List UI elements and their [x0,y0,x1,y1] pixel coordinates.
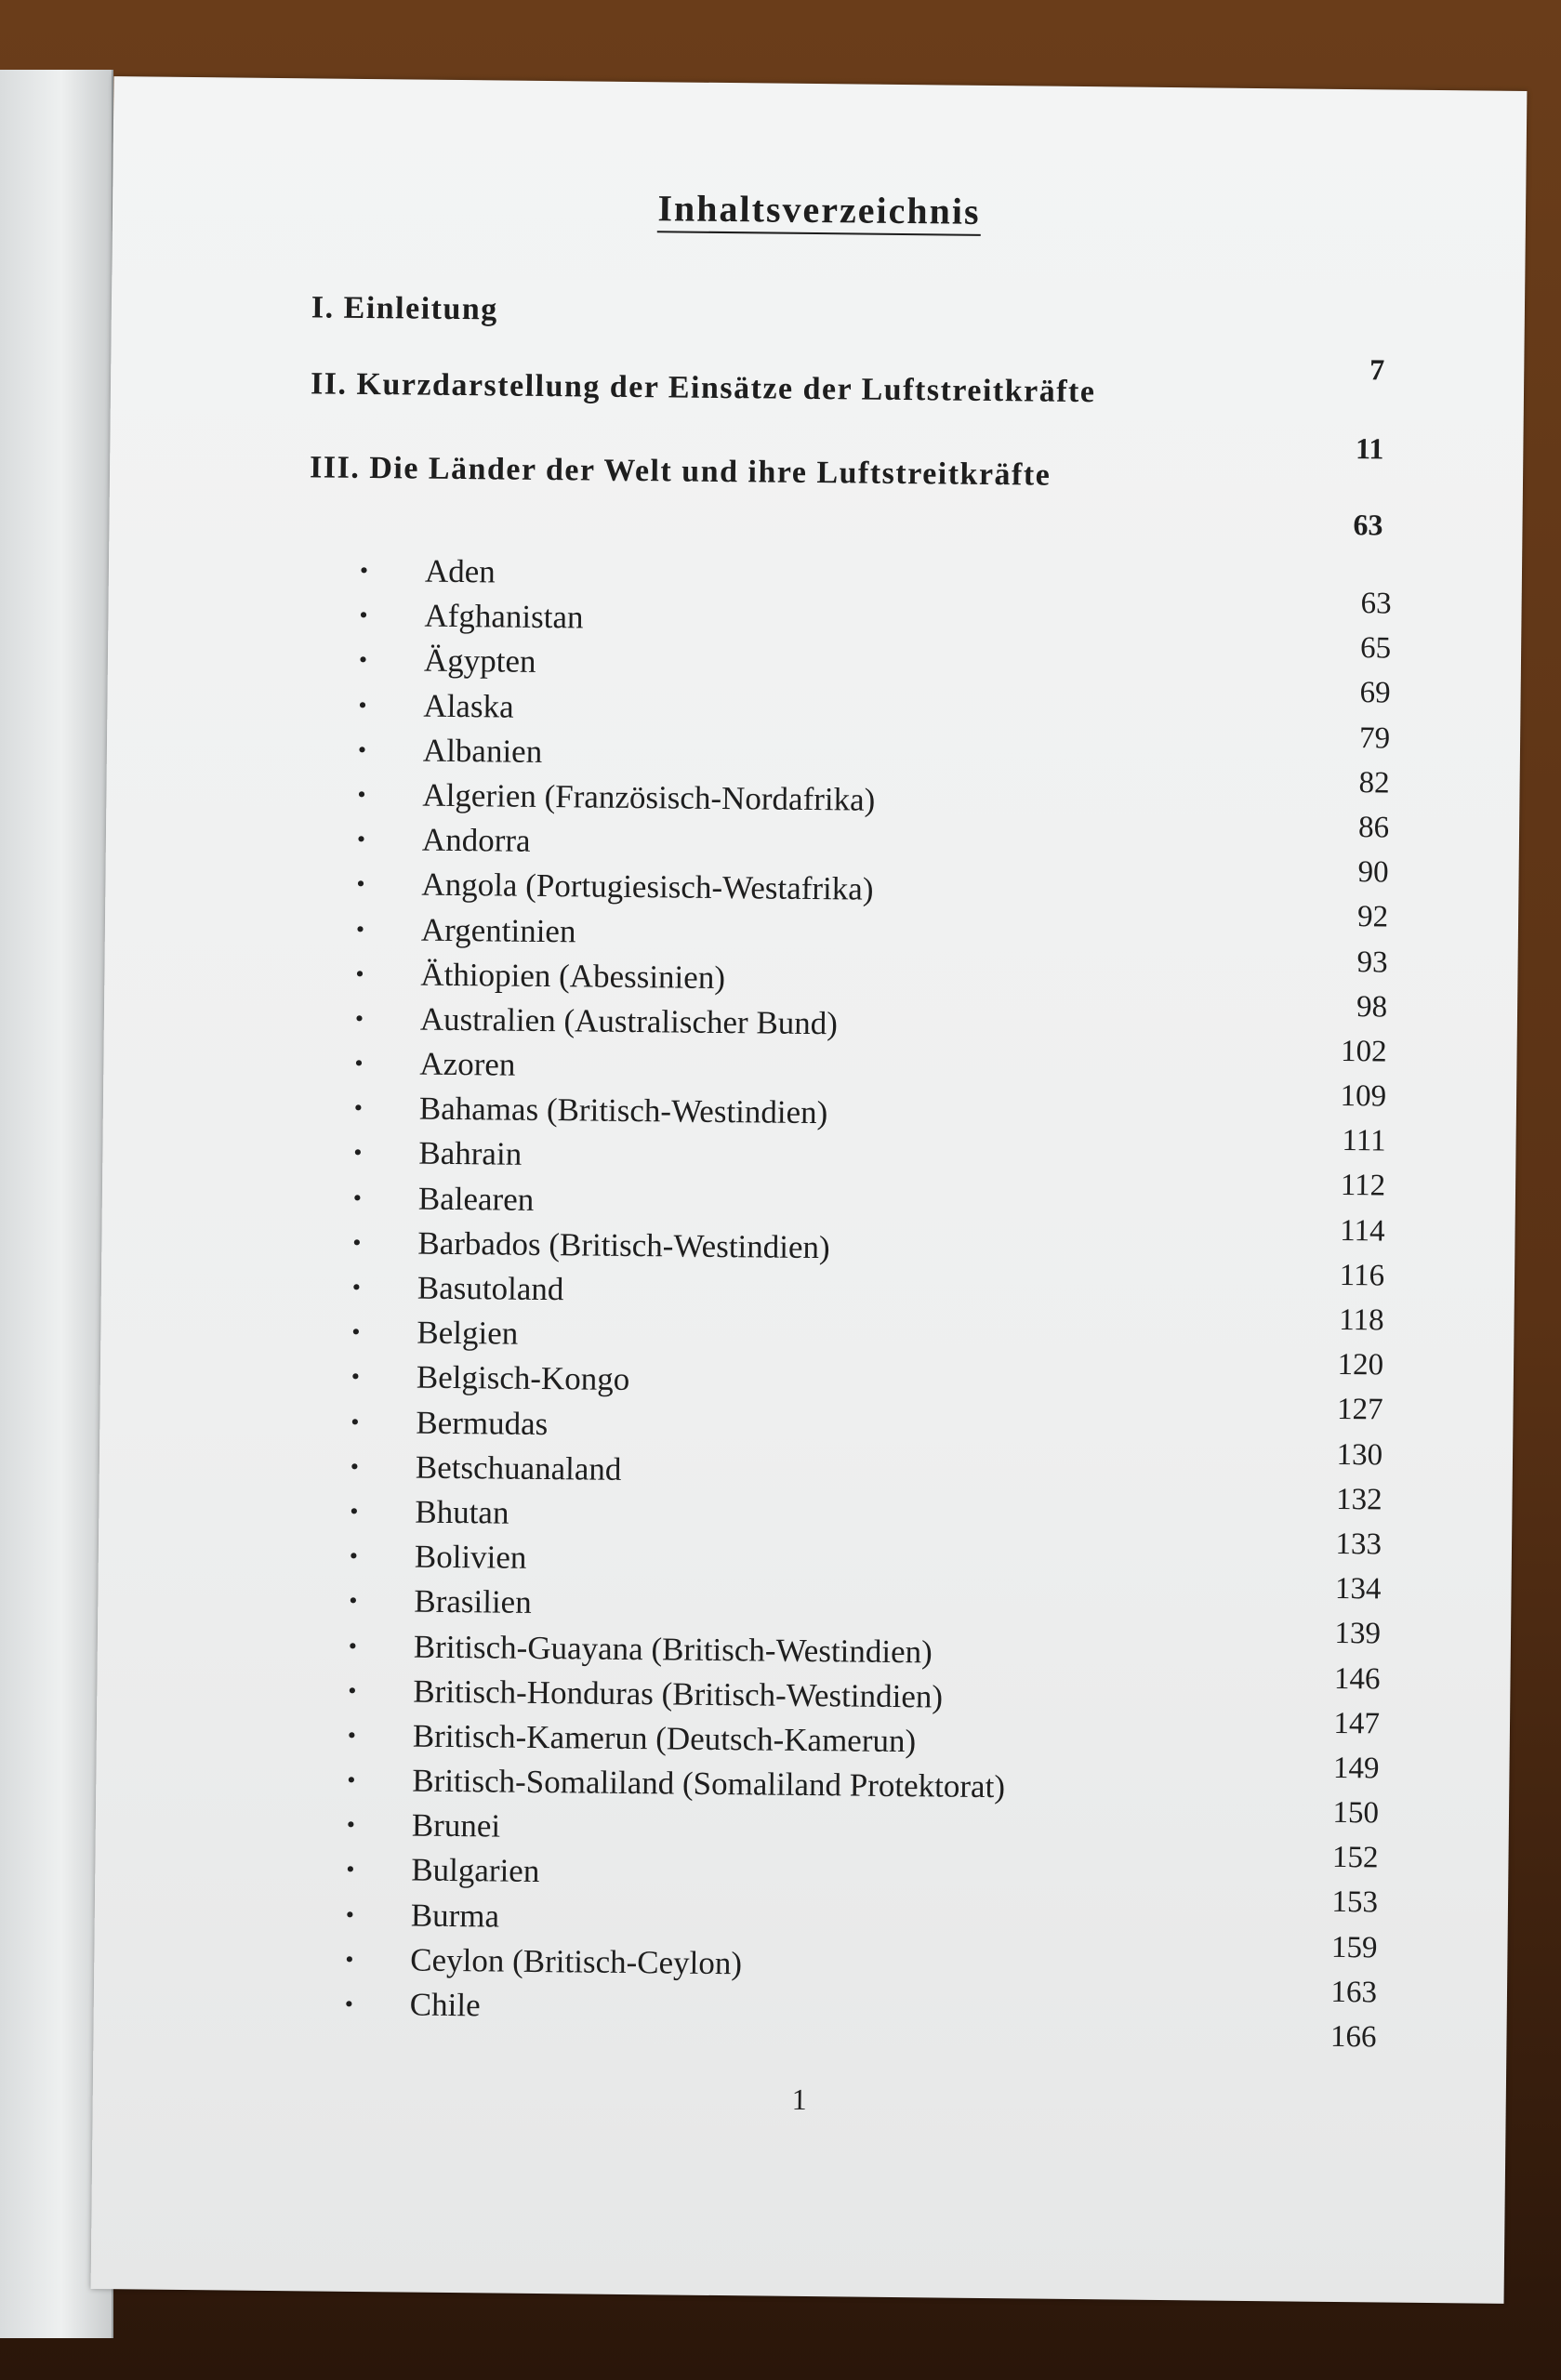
bullet-icon: • [346,1856,355,1884]
bullet-icon: • [352,1183,363,1211]
entry-page-number: 159 [1330,1930,1378,1965]
bullet-icon: • [355,915,365,943]
bullet-icon: • [350,1452,360,1480]
entry-page-number: 147 [1333,1706,1381,1741]
entry-name: Britisch-Somaliland (Somaliland Protektorat) [412,1762,1006,1805]
entry-page-number: 63 [1360,587,1392,621]
entry-name: Andorra [421,821,531,859]
entry-name: Britisch-Honduras (Britisch-Westindien) [413,1673,944,1715]
bullet-icon: • [358,646,368,674]
bullet-icon: • [349,1587,358,1615]
entry-page-number: 163 [1330,1975,1378,2010]
entry-page-number: 133 [1335,1527,1382,1562]
entry-page-number: 92 [1356,900,1389,934]
page-title-text: Inhaltsverzeichnis [657,187,981,236]
entry-page-number: 79 [1358,721,1391,756]
entry-name: Brunei [411,1806,501,1844]
entry-page-number: 139 [1334,1617,1382,1651]
entry-page-number: 82 [1358,765,1390,800]
entry-page-number: 166 [1329,2019,1377,2055]
entry-page-number: 120 [1337,1348,1384,1382]
bullet-icon: • [357,780,366,808]
page-number: 1 [791,2082,807,2117]
entry-page-number: 127 [1336,1393,1383,1427]
entry-page-number: 98 [1356,989,1388,1025]
entry-name: Angola (Portugiesisch-Westafrika) [421,866,874,908]
section-page-2: 11 [1355,431,1384,466]
entry-name: Algerien (Französisch-Nordafrika) [422,776,876,818]
bullet-icon: • [354,1004,364,1032]
entry-name: Bahrain [418,1135,523,1173]
bullet-icon: • [353,1094,364,1122]
entry-page-number: 146 [1333,1661,1381,1696]
entry-page-number: 109 [1340,1079,1387,1114]
bullet-icon: • [345,1900,355,1928]
entry-page-number: 116 [1339,1258,1385,1293]
entry-page-number: 114 [1340,1213,1385,1249]
section-page-1: 7 [1369,352,1385,387]
entry-page-number: 152 [1331,1841,1379,1875]
entry-name: Belgien [417,1314,519,1352]
entry-page-number: 69 [1359,676,1391,710]
bullet-icon: • [354,1049,364,1078]
entry-page-number: 93 [1356,945,1388,980]
entry-name: Äthiopien (Abessinien) [420,956,726,996]
entry-name: Bahamas (Britisch-Westindien) [418,1090,828,1131]
bullet-icon: • [347,1721,357,1749]
entry-name: Argentinien [420,911,576,949]
bullet-icon: • [349,1541,359,1570]
entry-name: Azoren [419,1045,516,1083]
bullet-icon: • [345,1945,354,1973]
entry-name: Basutoland [417,1269,564,1308]
bullet-icon: • [351,1318,361,1346]
bullet-icon: • [350,1497,359,1525]
list-item [344,1982,1377,2055]
bullet-icon: • [359,602,368,629]
entry-name: Ceylon (Britisch-Ceylon) [410,1941,743,1982]
entry-page-number: 102 [1340,1034,1387,1069]
entry-name: Bhutan [415,1493,509,1531]
entry-name: Belgisch-Kongo [416,1358,630,1398]
country-list [344,549,1393,2055]
bullet-icon: • [351,1408,360,1435]
entry-name: Burma [410,1897,500,1935]
entry-name: Ägypten [423,642,536,681]
section-heading-3: III. Die Länder der Welt und ihre Luftstreitkräfte [309,450,1052,493]
entry-page-number: 118 [1339,1302,1384,1338]
bullet-icon: • [351,1363,361,1391]
entry-name: Bermudas [416,1404,549,1442]
entry-name: Barbados (Britisch-Westindien) [417,1224,830,1266]
entry-page-number: 111 [1342,1124,1386,1158]
entry-name: Betschuanaland [415,1448,622,1488]
entry-page-number: 86 [1357,811,1390,845]
entry-page-number: 90 [1357,855,1389,890]
bullet-icon: • [347,1765,356,1793]
entry-name: Britisch-Kamerun (Deutsch-Kamerun) [412,1717,917,1760]
bullet-icon: • [344,1990,354,2017]
bullet-icon: • [352,1228,362,1256]
entry-page-number: 112 [1340,1169,1386,1203]
entry-name: Chile [409,1986,481,2024]
bullet-icon: • [351,1273,362,1301]
entry-name: Balearen [417,1180,535,1218]
entry-name: Australien (Australischer Bund) [419,1000,839,1042]
entry-name: Bulgarien [411,1852,540,1890]
book-page [91,76,1528,2304]
bullet-icon: • [356,870,365,898]
bullet-icon: • [346,1811,356,1839]
page-title [112,180,1526,239]
entry-page-number: 130 [1336,1437,1383,1473]
bullet-icon: • [358,691,367,719]
entry-name: Albanien [422,732,543,770]
bullet-icon: • [355,959,364,987]
entry-name: Britisch-Guayana (Britisch-Westindien) [413,1628,933,1670]
entry-page-number: 134 [1334,1572,1382,1606]
entry-name: Aden [424,552,496,590]
bullet-icon: • [356,826,366,853]
bullet-icon: • [348,1632,358,1659]
section-page-3: 63 [1353,508,1383,542]
entry-page-number: 149 [1332,1751,1380,1786]
bullet-icon: • [353,1139,363,1167]
bullet-icon: • [348,1676,357,1704]
entry-page-number: 153 [1331,1885,1379,1920]
entry-page-number: 150 [1332,1796,1380,1831]
section-heading-1: I. Einleitung [311,290,498,327]
section-heading-2: II. Kurzdarstellung der Einsätze der Luftstreitkräfte [310,366,1096,410]
entry-page-number: 65 [1359,631,1392,666]
bullet-icon: • [359,556,369,584]
entry-name: Alaska [423,687,514,725]
entry-name: Brasilien [414,1582,532,1621]
bullet-icon: • [357,735,367,763]
entry-name: Bolivien [414,1538,527,1576]
entry-page-number: 132 [1335,1482,1382,1517]
entry-name: Afghanistan [424,597,584,636]
